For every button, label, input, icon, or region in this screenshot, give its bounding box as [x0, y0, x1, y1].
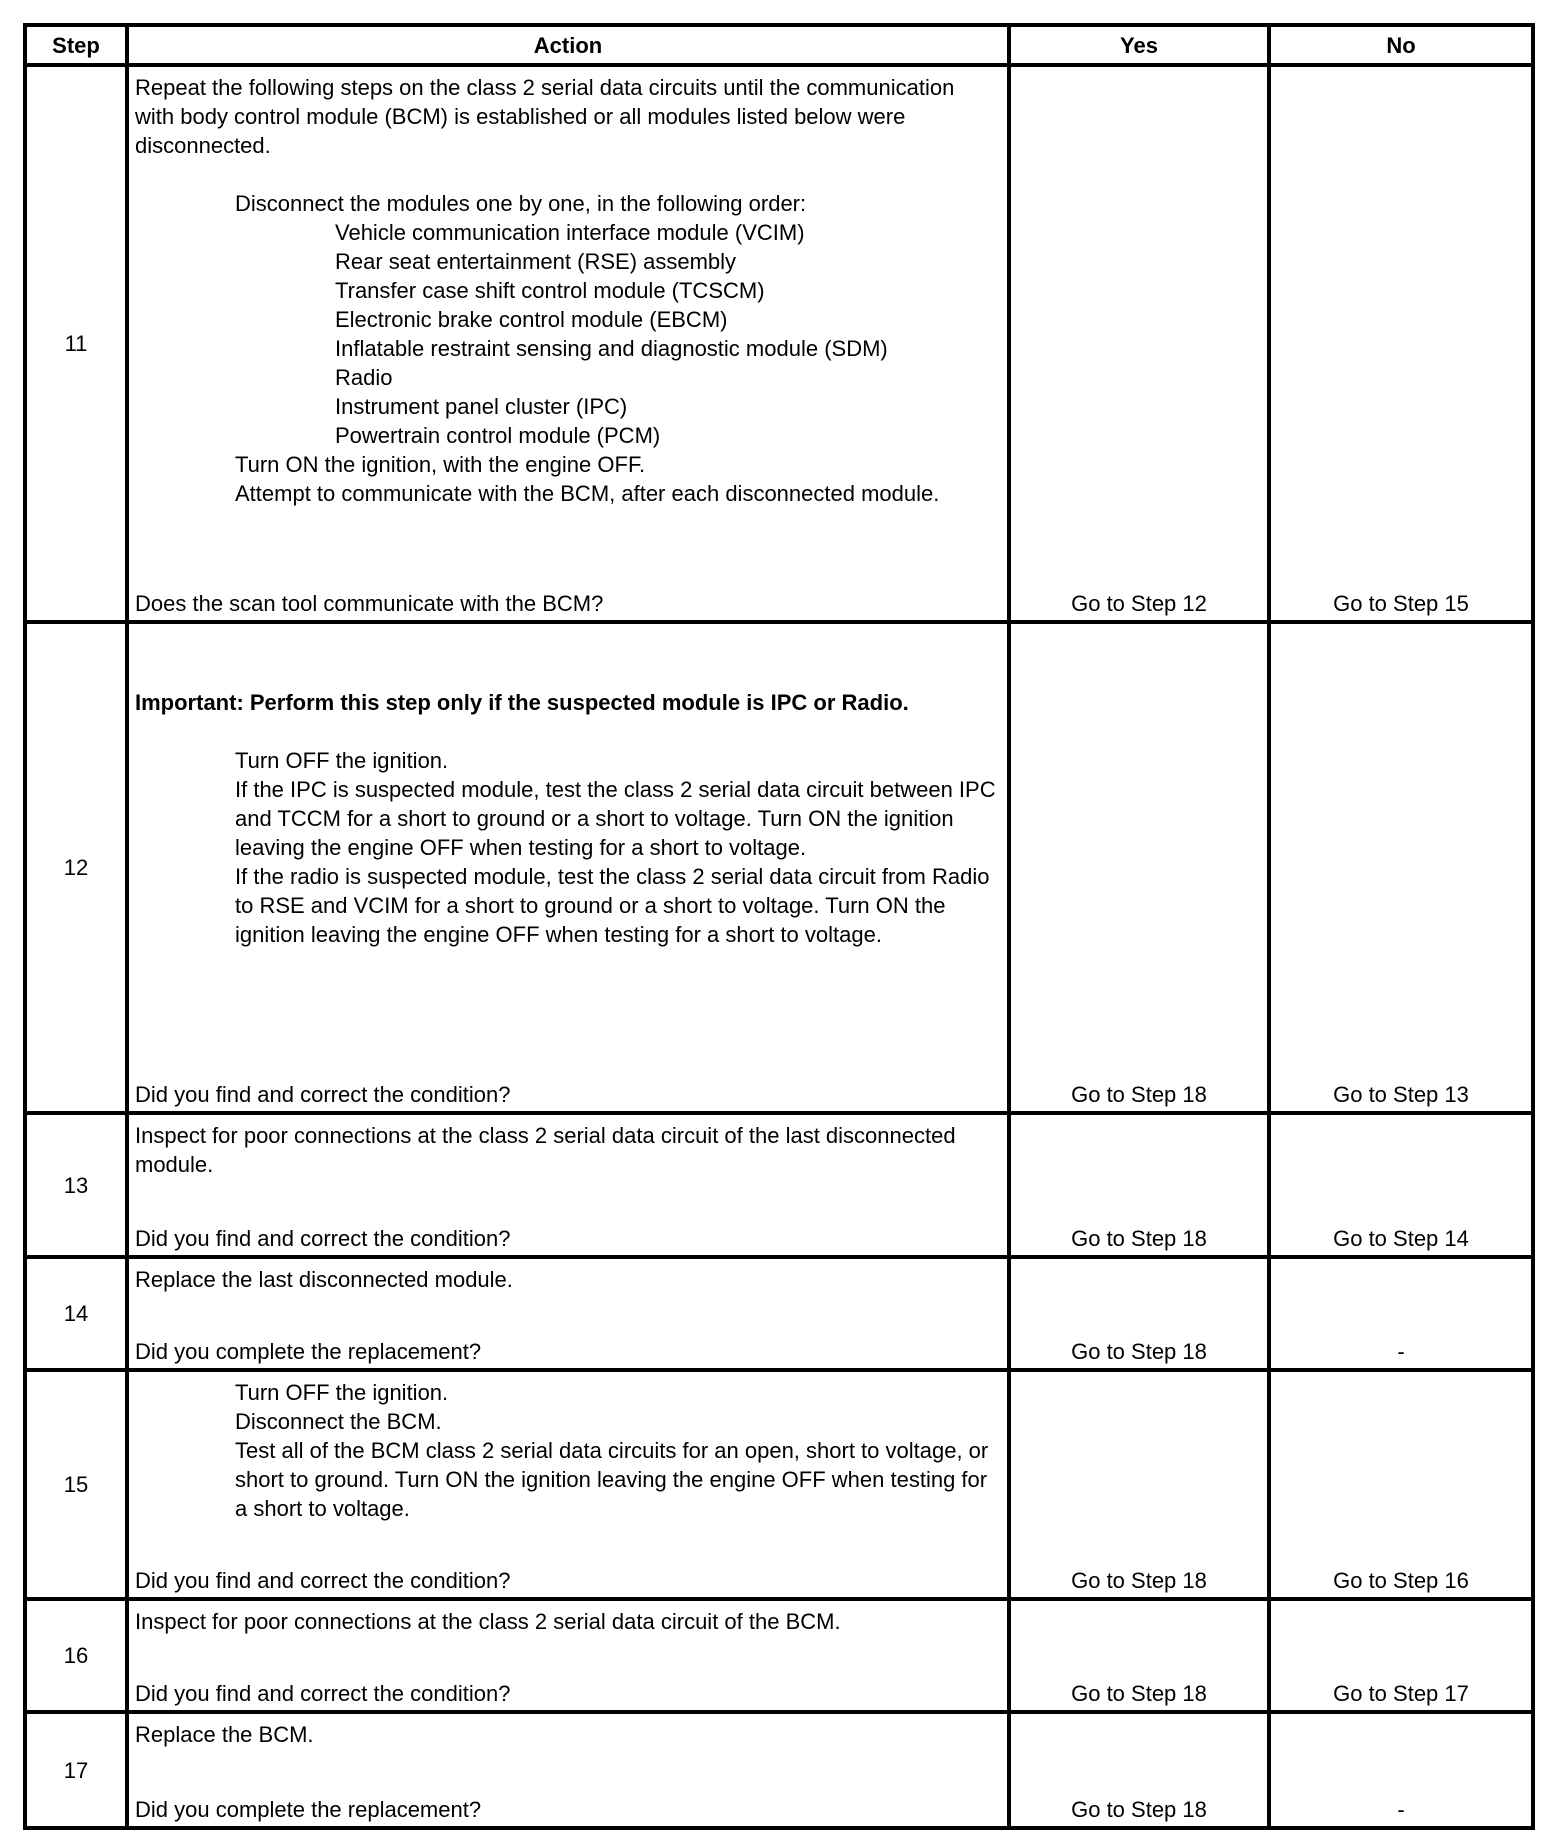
step-number: 15 — [25, 1370, 127, 1599]
question-text: Did you find and correct the condition? — [135, 1568, 511, 1593]
action-cell — [127, 1599, 1009, 1712]
action-text — [135, 717, 999, 746]
action-cell — [127, 1257, 1009, 1370]
action-cell — [127, 1370, 1009, 1599]
diagnostic-steps-table — [23, 23, 1535, 1830]
action-text: Inflatable restraint sensing and diagnostic module (SDM) — [335, 336, 888, 361]
action-text — [135, 630, 999, 659]
action-text: If the IPC is suspected module, test the class 2 serial data circuit between IPC and TCCM for a short to ground or a short to voltage. Turn ON the ignition leaving the engine OFF when testing for a short to voltage. — [235, 777, 1002, 860]
action-cell — [127, 622, 1009, 1113]
action-cell — [127, 1113, 1009, 1257]
no-result: Go to Step 16 — [1269, 1370, 1533, 1599]
table-row — [25, 1370, 1533, 1599]
action-text: Disconnect the modules one by one, in the following order: — [235, 191, 807, 216]
header-row — [25, 25, 1533, 65]
yes-result: Go to Step 18 — [1009, 1257, 1269, 1370]
yes-result: Go to Step 18 — [1009, 1370, 1269, 1599]
step-number: 13 — [25, 1113, 127, 1257]
question-text: Did you complete the replacement? — [135, 1797, 482, 1822]
no-result: Go to Step 15 — [1269, 65, 1533, 622]
action-text: Electronic brake control module (EBCM) — [335, 307, 728, 332]
question-text: Did you find and correct the condition? — [135, 1681, 511, 1706]
no-result: Go to Step 17 — [1269, 1599, 1533, 1712]
action-text: Vehicle communication interface module (VCIM) — [335, 220, 805, 245]
table-row — [25, 622, 1533, 1113]
yes-result: Go to Step 18 — [1009, 1599, 1269, 1712]
action-text: Powertrain control module (PCM) — [335, 423, 661, 448]
action-text: Attempt to communicate with the BCM, after each disconnected module. — [235, 481, 940, 506]
action-text — [135, 659, 999, 688]
question-text: Does the scan tool communicate with the BCM? — [135, 591, 604, 616]
step-number: 16 — [25, 1599, 127, 1712]
no-result: - — [1269, 1257, 1533, 1370]
yes-result: Go to Step 18 — [1009, 1712, 1269, 1828]
action-text: Turn OFF the ignition. — [235, 1380, 449, 1405]
header-yes: Yes — [1009, 25, 1269, 65]
action-text: Test all of the BCM class 2 serial data circuits for an open, short to voltage, or short to ground. Turn ON the ignition leaving the engine OFF when testing for a short to voltage. — [235, 1438, 995, 1521]
action-text: Turn ON the ignition, with the engine OFF. — [235, 452, 646, 477]
no-result: Go to Step 13 — [1269, 622, 1533, 1113]
action-text: Turn OFF the ignition. — [235, 748, 449, 773]
action-text: Replace the last disconnected module. — [135, 1267, 513, 1292]
table-row — [25, 1712, 1533, 1828]
action-text: Repeat the following steps on the class 2 serial data circuits until the communication with body control module (BCM) is established or all modules listed below were disconnected. — [135, 75, 961, 158]
action-cell — [127, 65, 1009, 622]
table-row — [25, 1599, 1533, 1712]
step-number: 14 — [25, 1257, 127, 1370]
action-text — [135, 160, 999, 189]
action-text: Rear seat entertainment (RSE) assembly — [335, 249, 737, 274]
no-result: - — [1269, 1712, 1533, 1828]
yes-result: Go to Step 12 — [1009, 65, 1269, 622]
question-text: Did you complete the replacement? — [135, 1339, 482, 1364]
table-row — [25, 65, 1533, 622]
header-no: No — [1269, 25, 1533, 65]
action-text: Radio — [335, 365, 393, 390]
action-text: If the radio is suspected module, test the class 2 serial data circuit from Radio to RSE and VCIM for a short to ground or a short to voltage. Turn ON the ignition leaving the engine OFF when testing for a short to voltage. — [235, 864, 996, 947]
table-row — [25, 1113, 1533, 1257]
yes-result: Go to Step 18 — [1009, 1113, 1269, 1257]
action-text: Replace the BCM. — [135, 1722, 314, 1747]
action-text: Transfer case shift control module (TCSCM) — [335, 278, 765, 303]
step-number: 11 — [25, 65, 127, 622]
action-text: Inspect for poor connections at the class 2 serial data circuit of the BCM. — [135, 1609, 841, 1634]
action-text: Inspect for poor connections at the class 2 serial data circuit of the last disconnected module. — [135, 1123, 962, 1177]
question-text: Did you find and correct the condition? — [135, 1226, 511, 1251]
important-note: Important: Perform this step only if the suspected module is IPC or Radio. — [135, 690, 909, 715]
step-number: 12 — [25, 622, 127, 1113]
action-text: Disconnect the BCM. — [235, 1409, 442, 1434]
question-text: Did you find and correct the condition? — [135, 1082, 511, 1107]
header-action: Action — [127, 25, 1009, 65]
yes-result: Go to Step 18 — [1009, 622, 1269, 1113]
action-cell — [127, 1712, 1009, 1828]
no-result: Go to Step 14 — [1269, 1113, 1533, 1257]
table-row — [25, 1257, 1533, 1370]
action-text: Instrument panel cluster (IPC) — [335, 394, 628, 419]
step-number: 17 — [25, 1712, 127, 1828]
header-step: Step — [25, 25, 127, 65]
